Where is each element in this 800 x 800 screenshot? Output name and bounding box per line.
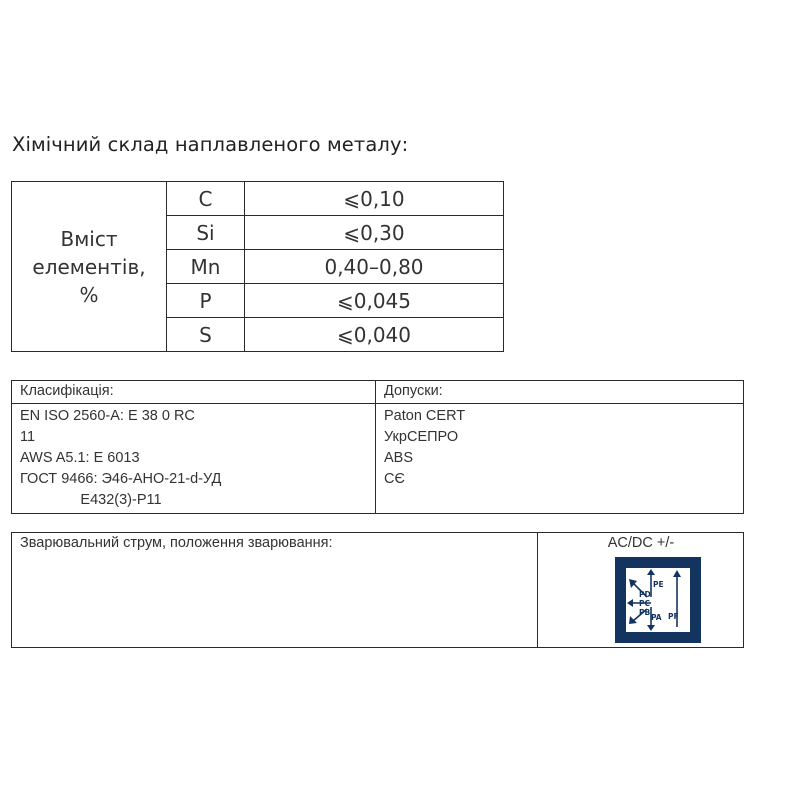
classification-item: AWS A5.1: E 6013	[20, 450, 140, 466]
approvals-list	[384, 406, 465, 490]
position-label: PA	[651, 613, 662, 622]
content-label-line: Вміст	[60, 226, 118, 251]
content-label-line: %	[79, 282, 99, 307]
classification-item: Е432(3)-Р11	[20, 492, 162, 508]
table-row	[12, 182, 504, 216]
element-value: ⩽0,30	[245, 216, 504, 250]
welding-positions-icon	[615, 557, 701, 643]
element-value: ⩽0,045	[245, 284, 504, 318]
column-divider	[375, 381, 376, 513]
element-value: ⩽0,040	[245, 318, 504, 352]
approval-item: УкрСЕПРО	[384, 429, 459, 445]
classification-table	[11, 380, 744, 514]
classification-item: ГОСТ 9466: Э46-АНО-21-d-УД	[20, 471, 222, 487]
position-label: PD	[639, 590, 651, 599]
approval-item: Paton CERT	[384, 408, 466, 424]
classification-item: EN ISO 2560-A: E 38 0 RC	[20, 408, 195, 424]
element-symbol: Mn	[167, 250, 245, 284]
classification-list	[20, 406, 221, 511]
content-label-line: елементів,	[32, 254, 146, 279]
position-label: PE	[653, 580, 664, 589]
current-type: AC/DC +/-	[607, 535, 675, 551]
welding-label: Зварювальний струм, положення зварювання:	[20, 535, 333, 551]
section-title: Хімічний склад наплавленого металу:	[12, 133, 409, 156]
approval-item: ABS	[384, 450, 414, 466]
classification-item: 11	[20, 429, 36, 445]
element-symbol: S	[167, 318, 245, 352]
header-divider	[12, 403, 743, 404]
position-label: PC	[639, 599, 651, 608]
element-value: 0,40–0,80	[245, 250, 504, 284]
approvals-header: Допуски:	[384, 383, 443, 399]
approval-item: CЄ	[384, 471, 405, 487]
element-symbol: C	[167, 182, 245, 216]
chemical-composition-table	[11, 181, 504, 352]
element-symbol: Si	[167, 216, 245, 250]
classification-header: Класифікація:	[20, 383, 114, 399]
content-label-cell	[12, 182, 167, 352]
element-symbol: P	[167, 284, 245, 318]
welding-table	[11, 532, 744, 648]
position-label: PB	[639, 608, 651, 617]
position-label: PF	[668, 612, 679, 621]
element-value: ⩽0,10	[245, 182, 504, 216]
